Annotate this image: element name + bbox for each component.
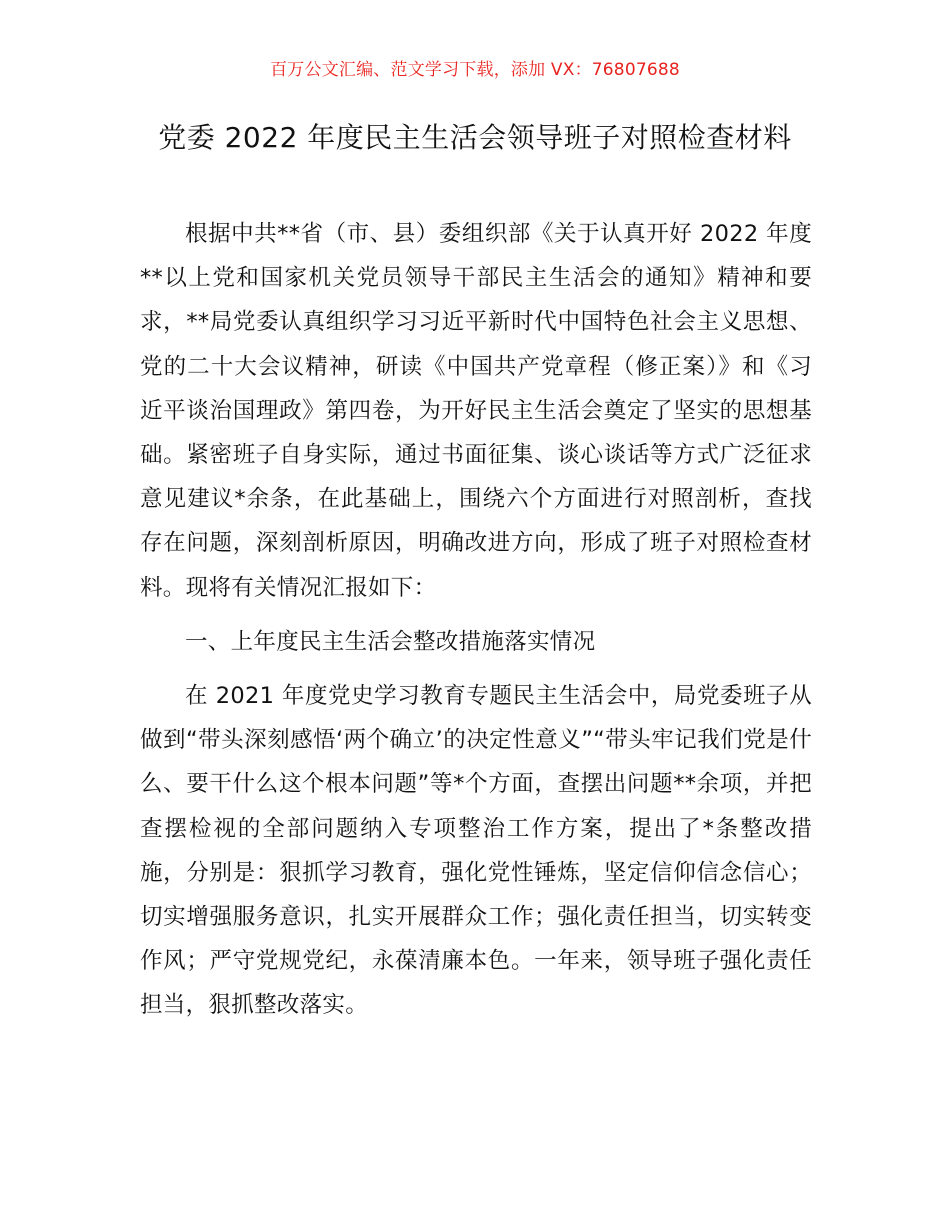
watermark-header: 百万公文汇编、范文学习下载，添加 VX：76807688 <box>270 60 680 80</box>
section-1-paragraph: 在 2021 年度党史学习教育专题民主生活会中，局党委班子从做到“带头深刻感悟‘两个确立’的决定性意义”“带头牢记我们党是什么、要干什么这个根本问题”等*个方面，查摆出问题**余项，并把查摆检视的全部问题纳入专项整治工作方案，提出了*条整改措施，分别是：狠抓学习教育，强化党性锤炼，坚定信仰信念信心；切实增强服务意识，扎实开展群众工作；强化责任担当，切实转变作风；严守党规党纪，永葆清廉本色。一年来，领导班子强化责任担当，狠抓整改落实。 <box>140 683 812 1019</box>
section-heading-1: 一、上年度民主生活会整改措施落实情况 <box>185 628 596 655</box>
intro-paragraph: 根据中共**省（市、县）委组织部《关于认真开好 2022 年度**以上党和国家机关党员领导干部民主生活会的通知》精神和要求，**局党委认真组织学习习近平新时代中国特色社会主义思想、党的二十大会议精神，研读《中国共产党章程（修正案）》和《习近平谈治国理政》第四卷，为开好民主生活会奠定了坚实的思想基础。紧密班子自身实际，通过书面征集、谈心谈话等方式广泛征求意见建议*余条，在此基础上，围绕六个方面进行对照剖析，查找存在问题，深刻剖析原因，明确改进方向，形成了班子对照检查材料。现将有关情况汇报如下： <box>140 221 812 601</box>
document-body <box>140 212 812 1038</box>
document-title: 党委 2022 年度民主生活会领导班子对照检查材料 <box>158 121 792 154</box>
